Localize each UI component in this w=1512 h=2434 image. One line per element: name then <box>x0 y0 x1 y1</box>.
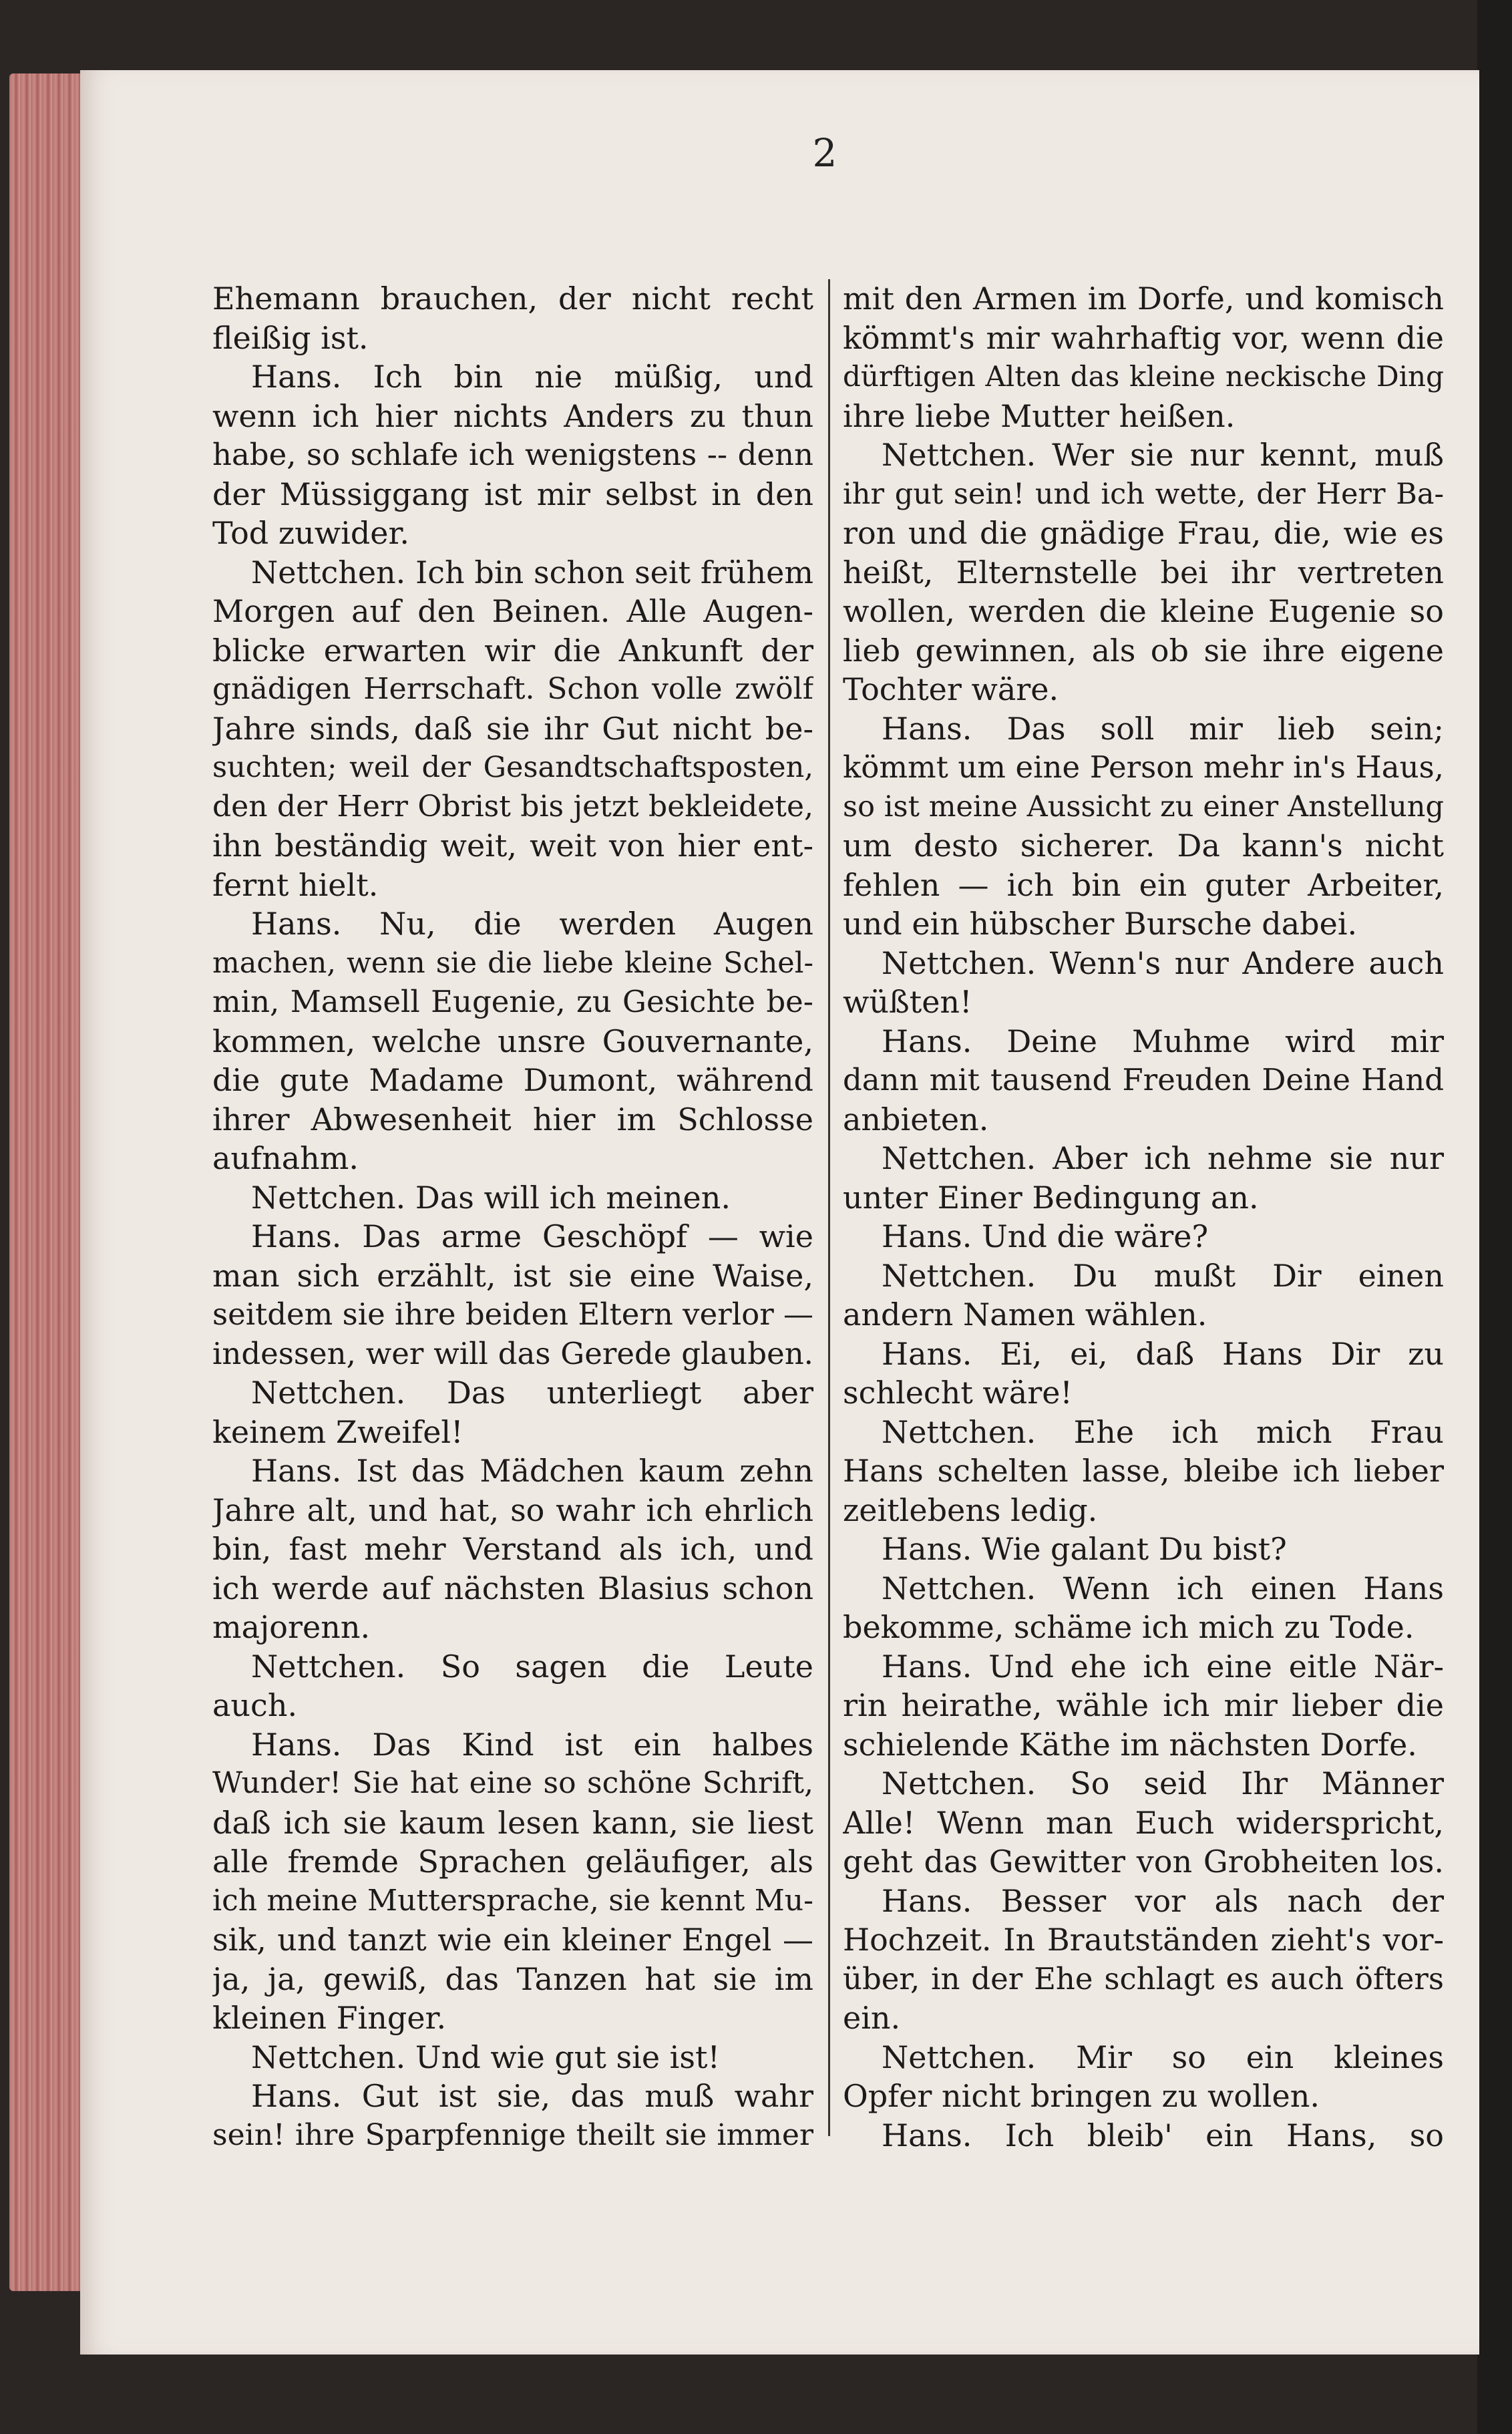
text-line: ich werde auf nächsten Blasius schon <box>212 1570 813 1606</box>
text-line: den der Herr Obrist bis jetzt bekleidete, <box>212 789 813 824</box>
text-line: majorenn. <box>212 1609 371 1645</box>
text-line: blicke erwarten wir die Ankunft der <box>212 632 813 669</box>
text-line: Nettchen. So sagen die Leute <box>251 1648 813 1685</box>
text-line: ein. <box>843 2000 901 2036</box>
right-column <box>843 279 1444 2155</box>
text-line: wollen, werden die kleine Eugenie so <box>843 593 1444 629</box>
text-line: min, Mamsell Eugenie, zu Gesichte be- <box>212 984 813 1019</box>
text-line: lieb gewinnen, als ob sie ihre eigene <box>843 632 1444 669</box>
text-line: Hans. Deine Muhme wird mir <box>882 1023 1444 1059</box>
text-line: andern Namen wählen. <box>843 1296 1207 1333</box>
text-line: Hans. Ich bleib' ein Hans, so <box>882 2117 1444 2153</box>
text-line: gnädigen Herrschaft. Schon volle zwölf <box>212 672 813 706</box>
text-line: Nettchen. Wenn ich einen Hans <box>882 1570 1444 1606</box>
text-line: schielende Käthe im nächsten Dorfe. <box>843 1726 1417 1763</box>
text-line: wenn ich hier nichts Anders zu thun <box>212 397 813 434</box>
text-line: aufnahm. <box>212 1140 359 1176</box>
text-line: Nettchen. Und wie gut sie ist! <box>251 2039 720 2075</box>
text-line: Hans. Nu, die werden Augen <box>251 906 813 942</box>
text-line: ihn beständig weit, weit von hier ent- <box>212 828 813 864</box>
text-line: Nettchen. Wer sie nur kennt, muß <box>882 437 1444 473</box>
text-line: schlecht wäre! <box>843 1375 1073 1411</box>
text-line: ihr gut sein! und ich wette, der Herr Ba- <box>843 477 1444 511</box>
text-line: Nettchen. Ich bin schon seit frühem <box>251 554 813 590</box>
text-line: der Müssiggang ist mir selbst in den <box>212 476 813 512</box>
text-line: alle fremde Sprachen geläufiger, als <box>212 1844 813 1880</box>
text-line: anbieten. <box>843 1101 989 1138</box>
text-line: kömmt's mir wahrhaftig vor, wenn die <box>843 319 1444 356</box>
text-line: Hans. Wie galant Du bist? <box>882 1531 1287 1567</box>
text-line: ihrer Abwesenheit hier im Schlosse <box>212 1101 813 1138</box>
text-line: keinem Zweifel! <box>212 1413 463 1450</box>
text-line: Hans. Und die wäre? <box>882 1218 1209 1254</box>
text-line: ihre liebe Mutter heißen. <box>843 397 1236 434</box>
text-line: kleinen Finger. <box>212 2000 447 2036</box>
text-line: geht das Gewitter von Grobheiten los. <box>843 1844 1444 1880</box>
text-line: Ehemann brauchen, der nicht recht <box>212 281 813 317</box>
text-line: kommen, welche unsre Gouvernante, <box>212 1023 813 1059</box>
text-line: daß ich sie kaum lesen kann, sie liest <box>212 1804 813 1841</box>
text-line: Hochzeit. In Brautständen zieht's vor- <box>843 1922 1444 1958</box>
text-line: heißt, Elternstelle bei ihr vertreten <box>843 554 1444 590</box>
text-line: Nettchen. Ehe ich mich Frau <box>882 1413 1444 1450</box>
left-column <box>212 279 813 2155</box>
text-line: man sich erzählt, ist sie eine Waise, <box>212 1257 813 1294</box>
text-line: Morgen auf den Beinen. Alle Augen- <box>212 593 813 629</box>
text-line: Hans. Das arme Geschöpf — wie <box>251 1218 813 1254</box>
text-line: kömmt um eine Person mehr in's Haus, <box>843 749 1444 785</box>
text-line: und ein hübscher Bursche dabei. <box>843 906 1358 942</box>
text-line: Nettchen. Das will ich meinen. <box>251 1179 731 1216</box>
text-line: indessen, wer will das Gerede glauben. <box>212 1335 813 1371</box>
text-line: auch. <box>212 1687 298 1723</box>
text-line: Hans. Ist das Mädchen kaum zehn <box>251 1453 813 1489</box>
text-line: um desto sicherer. Da kann's nicht <box>843 828 1444 864</box>
text-line: so ist meine Aussicht zu einer Anstellung <box>843 790 1444 824</box>
text-line: mit den Armen im Dorfe, und komisch <box>843 281 1444 317</box>
text-line: bin, fast mehr Verstand als ich, und <box>212 1531 813 1567</box>
text-line: Alle! Wenn man Euch widerspricht, <box>843 1804 1444 1841</box>
text-line: Hans. Ich bin nie müßig, und <box>251 359 813 395</box>
text-line: Tochter wäre. <box>843 671 1059 707</box>
text-line: rin heirathe, wähle ich mir lieber die <box>843 1687 1444 1723</box>
page-number: 2 <box>812 130 837 176</box>
text-line: machen, wenn sie die liebe kleine Schel- <box>212 946 813 980</box>
text-line: sein! ihre Sparpfennige theilt sie immer <box>212 2117 813 2152</box>
text-line: zeitlebens ledig. <box>843 1492 1098 1528</box>
text-line: unter Einer Bedingung an. <box>843 1179 1259 1216</box>
text-line: sik, und tanzt wie ein kleiner Engel — <box>212 1922 813 1958</box>
text-line: Hans. Ei, ei, daß Hans Dir zu <box>882 1335 1444 1372</box>
text-line: Jahre alt, und hat, so wahr ich ehrlich <box>212 1492 813 1528</box>
text-line: Hans. Das soll mir lieb sein; <box>882 710 1444 747</box>
binding-edge <box>1477 0 1512 2434</box>
text-line: Hans. Das Kind ist ein halbes <box>251 1726 813 1763</box>
text-line: Nettchen. Mir so ein kleines <box>882 2039 1444 2075</box>
text-line: Hans schelten lasse, bleibe ich lieber <box>843 1453 1444 1489</box>
text-line: ich meine Muttersprache, sie kennt Mu- <box>212 1883 813 1918</box>
text-line: suchten; weil der Gesandtschaftsposten, <box>212 751 813 784</box>
text-line: Nettchen. Das unterliegt aber <box>251 1375 813 1411</box>
text-line: Wunder! Sie hat eine so schöne Schrift, <box>212 1766 813 1800</box>
column-divider <box>828 279 830 2136</box>
text-line: dürftigen Alten das kleine neckische Ding <box>843 360 1444 393</box>
text-line: Tod zuwider. <box>212 515 410 551</box>
text-line: Jahre sinds, daß sie ihr Gut nicht be- <box>212 710 813 747</box>
text-line: habe, so schlafe ich wenigstens -- denn <box>212 437 813 472</box>
text-line: fleißig ist. <box>212 319 369 356</box>
text-line: Opfer nicht bringen zu wollen. <box>843 2078 1320 2114</box>
text-line: Hans. Besser vor als nach der <box>882 1882 1444 1919</box>
text-line: Nettchen. Wenn's nur Andere auch <box>882 944 1444 981</box>
text-line: wüßten! <box>843 984 972 1020</box>
text-line: fernt hielt. <box>212 866 379 903</box>
text-line: ja, ja, gewiß, das Tanzen hat sie im <box>212 1960 813 1997</box>
text-line: dann mit tausend Freuden Deine Hand <box>843 1062 1444 1097</box>
text-line: Nettchen. Du mußt Dir einen <box>882 1257 1444 1294</box>
text-line: die gute Madame Dumont, während <box>212 1062 813 1098</box>
text-line: Nettchen. Aber ich nehme sie nur <box>882 1140 1444 1176</box>
text-line: über, in der Ehe schlagt es auch öfters <box>843 1960 1444 1996</box>
text-line: ron und die gnädige Frau, die, wie es <box>843 515 1444 551</box>
text-line: fehlen — ich bin ein guter Arbeiter, <box>843 866 1444 903</box>
text-line: Hans. Und ehe ich eine eitle När- <box>882 1648 1444 1685</box>
text-line: Hans. Gut ist sie, das muß wahr <box>251 2078 813 2114</box>
text-line: seitdem sie ihre beiden Eltern verlor — <box>212 1296 813 1332</box>
text-line: bekomme, schäme ich mich zu Tode. <box>843 1609 1414 1645</box>
text-line: Nettchen. So seid Ihr Männer <box>882 1765 1444 1801</box>
